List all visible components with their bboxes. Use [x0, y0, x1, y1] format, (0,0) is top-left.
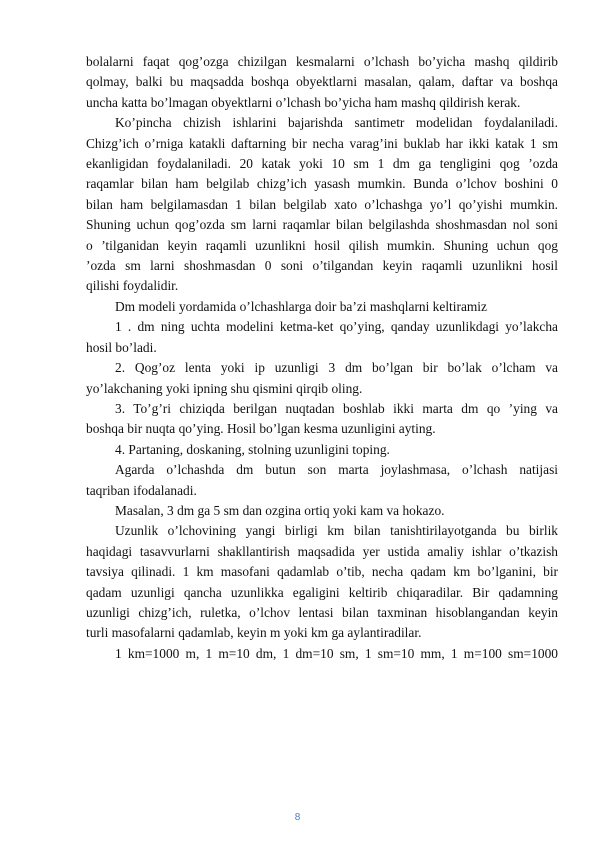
text-line: ekanligidan foydalaniladi. 20 katak yoki 10 sm 1 dm ga tengligini qog ’ozda — [86, 156, 558, 172]
text-line: bolalarni faqat qog’ozga chizilgan kesmalarni o’lchash bo’yicha mashq qildirib — [86, 54, 558, 69]
text-line: taqriban ifodalanadi. — [86, 482, 197, 498]
list-item-line: yo’lakchaning yoki ipning shu qismini qirqib oling. — [86, 380, 363, 396]
text-line: qolmay, balki bu maqsadda boshqa obyektlarni masalan, qalam, daftar va boshqa — [86, 74, 558, 90]
page-number: 8 — [294, 812, 301, 823]
list-item-line: boshqa bir nuqta qo’ying. Hosil bo’lgan kesma uzunligini ayting. — [86, 421, 436, 437]
text-line: Masalan, 3 dm ga 5 sm dan ozgina ortiq yoki kam va hokazo. — [115, 502, 445, 518]
text-line: uncha katta bo’lmagan obyektlarni o’lchash bo’yicha ham mashq qildirish kerak. — [86, 94, 521, 110]
text-line: Uzunlik o’lchovining yangi birligi km bilan tanishtirilayotganda bu birlik — [115, 523, 558, 539]
text-line: turli masofalarni qadamlab, keyin m yoki km ga aylantiradilar. — [86, 625, 422, 641]
document-body — [86, 52, 558, 664]
text-line: Shuning uchun qog’ozda sm larni raqamlar bilan belgilashda shoshmasdan nol soni — [86, 217, 558, 233]
text-line: bilan ham belgilamasdan 1 bilan belgilab xato o’lchashga yo’l qo’yishi mumkin. — [86, 196, 558, 212]
text-line: raqamlar bilan ham belgilab chizg’ich yasash mumkin. Bunda o’lchov boshini 0 — [86, 176, 558, 192]
list-item-line: hosil bo’ladi. — [86, 339, 157, 355]
text-line: 1 km=1000 m, 1 m=10 dm, 1 dm=10 sm, 1 sm=10 mm, 1 m=100 sm=1000 — [115, 645, 558, 661]
text-line: qilishi foydalidir. — [86, 278, 179, 294]
list-item-line: 4. Partaning, doskaning, stolning uzunligini toping. — [115, 441, 390, 457]
text-line: haqidagi tasavvurlarni shakllantirish maqsadida yer ustida amaliy ishlar o’tkazish — [86, 543, 558, 559]
list-item-line: 1 . dm ning uchta modelini ketma-ket qo’ying, qanday uzunlikdagi yo’lakcha — [115, 319, 558, 335]
text-line: Chizg’ich o’rniga katakli daftarning bir necha varag’ini buklab har ikki katak 1 sm — [86, 135, 558, 151]
text-line: Dm modeli yordamida o’lchashlarga doir ba’zi mashqlarni keltiramiz — [115, 298, 487, 314]
text-line: Ko’pincha chizish ishlarini bajarishda santimetr modelidan foydalaniladi. — [115, 115, 558, 131]
text-line: tavsiya qilinadi. 1 km masofani qadamlab o’tib, necha qadam km bo’lganini, bir — [86, 564, 558, 580]
list-item-line: 2. Qog’oz lenta yoki ip uzunligi 3 dm bo’lgan bir bo’lak o’lcham va — [115, 360, 558, 376]
text-line: Agarda o’lchashda dm butun son marta joylashmasa, o’lchash natijasi — [115, 462, 558, 478]
text-line: ’ozda sm larni shoshmasdan 0 soni o’tilgandan keyin raqamli uzunlikni hosil — [86, 258, 558, 274]
text-line: qadam uzunligi qancha uzunlikka egaligini keltirib chiqaradilar. Bir qadamning — [86, 584, 558, 600]
text-line: uzunligi chizg’ich, ruletka, o’lchov lentasi bilan taxminan hisoblangandan keyin — [86, 604, 558, 620]
text-line: o ’tilganidan keyin raqamli uzunlikni hosil qilish mumkin. Shuning uchun qog — [86, 237, 558, 253]
list-item-line: 3. To’g’ri chiziqda berilgan nuqtadan boshlab ikki marta dm qo ’ying va — [115, 400, 558, 416]
